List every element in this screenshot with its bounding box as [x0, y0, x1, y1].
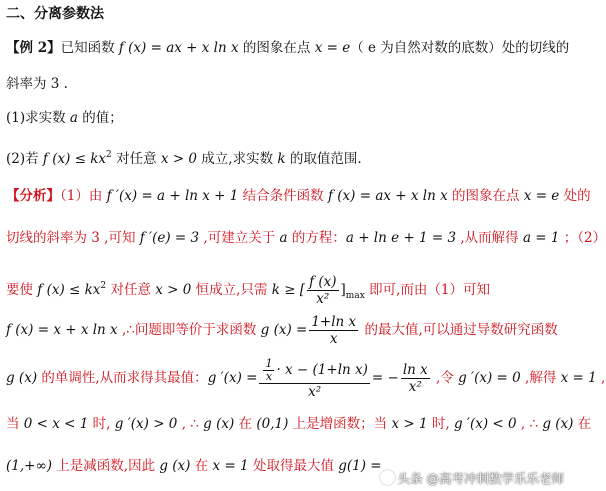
- analysis-label: 【分析】: [6, 188, 60, 204]
- analysis-text: 要使: [6, 282, 38, 298]
- math-fraction: [309, 314, 358, 347]
- analysis-text: 对任意: [106, 282, 156, 298]
- fraction-denominator: x²: [316, 291, 330, 307]
- analysis-text: 切线的斜率为 3 ,可知: [6, 230, 140, 246]
- math-num-rest: · x − (1+ln x): [276, 361, 368, 378]
- question-text: 对任意: [111, 151, 161, 167]
- analysis-text: 时,: [88, 416, 115, 432]
- fraction-numerator: [259, 358, 369, 384]
- math-pos: g ′(x) > 0: [114, 416, 178, 432]
- question-2: [6, 145, 566, 169]
- analysis-line-5: [6, 354, 606, 402]
- watermark: [380, 469, 564, 487]
- math-ineq: f (x) ≤ kx: [42, 151, 107, 167]
- math-fx: f (x) = x + x ln x: [6, 322, 118, 338]
- math-range: x > 1: [391, 416, 428, 432]
- math-var: k: [277, 151, 286, 167]
- analysis-text: , ∴: [177, 416, 204, 432]
- fraction-denominator: x²: [308, 383, 322, 400]
- analysis-text: 结合条件函数: [238, 188, 328, 204]
- example-line-2: 斜率为 3 .: [6, 76, 68, 92]
- question-text: 的取值范围.: [285, 151, 362, 167]
- math-fraction: [259, 358, 369, 400]
- analysis-text: （1）由: [60, 188, 107, 204]
- analysis-text: ,从而解得: [456, 230, 523, 246]
- math-inner-fraction: [263, 358, 274, 383]
- math-x1: x = 1: [212, 458, 249, 474]
- analysis-text: 即可,而由（1）可知: [364, 282, 490, 298]
- math-eq: a + ln e + 1 = 3: [345, 230, 457, 246]
- analysis-text: 的单调性,从而求得其最值：: [37, 370, 208, 386]
- math-var: a: [69, 110, 78, 126]
- math-fraction: [401, 362, 430, 395]
- math-interval: (0,1): [256, 416, 289, 432]
- math-fraction: [307, 274, 338, 307]
- math-fx: f (x) = ax + x ln x: [118, 40, 239, 56]
- math-set: g ′(x) = 0: [458, 370, 521, 386]
- analysis-text: 的图象在点: [447, 188, 524, 204]
- analysis-text: 在: [573, 416, 592, 432]
- fraction-numerator: f (x): [309, 274, 337, 290]
- analysis-line-1: [6, 186, 591, 206]
- analysis-text: ,∴问题即等价于求函数: [117, 322, 261, 338]
- math-g: g (x): [203, 416, 235, 432]
- analysis-text: 时,: [427, 416, 454, 432]
- analysis-text: 在: [234, 416, 257, 432]
- example-line-1: [6, 38, 570, 58]
- question-text: 成立,求实数: [196, 151, 278, 167]
- math-eq: = −: [371, 370, 399, 386]
- fraction-denominator: x²: [408, 379, 422, 395]
- math-deriv: f ′(x) = a + ln x + 1: [106, 188, 239, 204]
- math-cond: x > 0: [155, 282, 192, 298]
- watermark-text: 头条 @高考冲刺数学乐乐老师: [397, 471, 564, 486]
- analysis-text: 当: [6, 416, 24, 432]
- math-g: g (x): [542, 416, 574, 432]
- example-text: （ e 为自然对数的底数）处的切线的: [350, 40, 570, 56]
- analysis-text: , ∴: [516, 416, 543, 432]
- fraction-numerator: ln x: [402, 362, 428, 378]
- example-text: 已知函数: [60, 40, 119, 56]
- fraction-numerator: 1: [265, 356, 273, 370]
- math-ineq: f (x) ≤ kx: [37, 282, 101, 298]
- fraction-denominator: x: [329, 331, 338, 347]
- analysis-text: 的最大值,可以通过导数研究函数: [360, 322, 558, 338]
- example-label: 【例 2】: [6, 40, 61, 56]
- math-x-eq-e: x = e: [314, 40, 351, 56]
- analysis-text: 的方程：: [287, 230, 346, 246]
- math-g: g (x) =: [260, 322, 308, 338]
- math-neg: g ′(x) < 0: [453, 416, 517, 432]
- question-text: 的值；: [77, 110, 123, 126]
- analysis-text: 处取得最大值: [248, 458, 339, 474]
- math-k: k ≥ [: [271, 282, 306, 298]
- analysis-text: 恒成立,只需: [191, 282, 272, 298]
- math-fx: f (x) = ax + x ln x: [327, 188, 448, 204]
- analysis-text: 上是减函数,因此: [51, 458, 160, 474]
- analysis-text: 在: [190, 458, 213, 474]
- analysis-text: ,解得: [520, 370, 561, 386]
- math-a1: a = 1: [522, 230, 560, 246]
- watermark-logo-icon: [380, 470, 395, 485]
- math-sup: 2: [106, 150, 112, 160]
- math-g: g (x): [6, 370, 38, 386]
- analysis-text: ；（2）: [559, 230, 606, 246]
- math-x1: x = 1: [560, 370, 597, 386]
- analysis-line-4: [6, 310, 566, 350]
- math-g: g (x): [159, 458, 191, 474]
- math-range: 0 < x < 1: [23, 416, 89, 432]
- math-bracket: ]: [340, 282, 346, 298]
- question-text: (1)求实数: [6, 110, 70, 126]
- analysis-text: ,: [596, 370, 606, 386]
- math-gprime: g ′(x) =: [207, 370, 258, 386]
- question-text: (2)若: [6, 151, 43, 167]
- fraction-denominator: x: [265, 369, 273, 383]
- section-title: 二、分离参数法: [6, 6, 104, 22]
- math-var: a: [279, 230, 288, 246]
- example-text: 的图象在点: [238, 40, 315, 56]
- analysis-line-6: [6, 414, 592, 434]
- analysis-line-3: [6, 266, 566, 316]
- math-fe: f ′(e) = 3: [139, 230, 200, 246]
- math-sub-max: max: [345, 291, 365, 301]
- analysis-line-2: [6, 228, 606, 248]
- fraction-numerator: 1+ln x: [311, 314, 357, 330]
- analysis-text: ,令: [431, 370, 459, 386]
- math-x: x = e: [523, 188, 560, 204]
- math-sup: 2: [100, 281, 107, 291]
- analysis-text: 上是增函数；当: [288, 416, 392, 432]
- math-interval: (1,+∞): [6, 458, 52, 474]
- math-cond: x > 0: [160, 151, 197, 167]
- question-1: [6, 108, 566, 128]
- analysis-text: 处的: [559, 188, 591, 204]
- analysis-text: ,可建立关于: [199, 230, 280, 246]
- math-g1: g(1) =: [338, 458, 382, 474]
